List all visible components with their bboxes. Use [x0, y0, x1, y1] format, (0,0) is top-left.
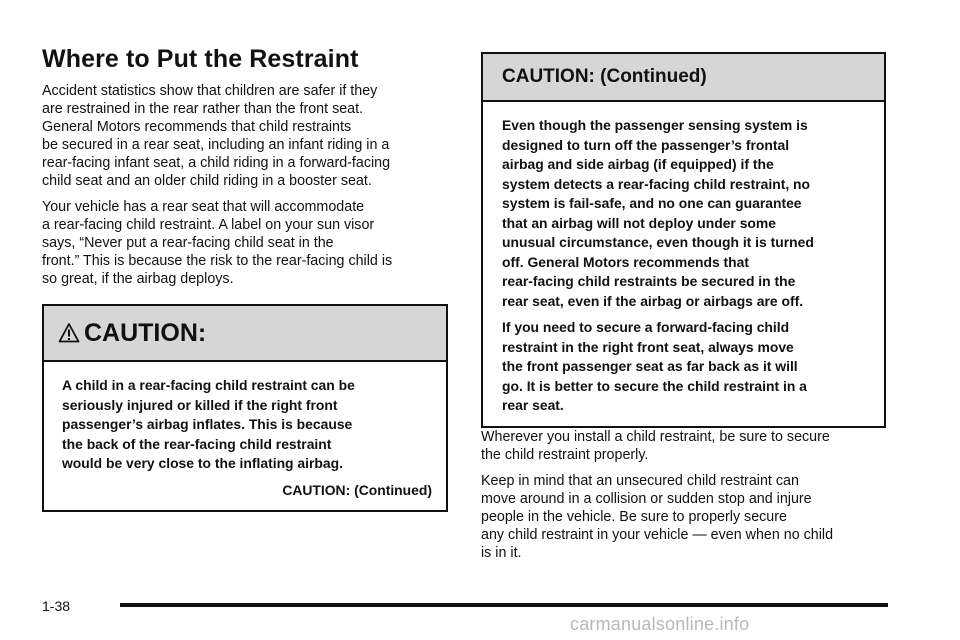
text-line: seriously injured or killed if the right front: [62, 396, 338, 413]
text-line: designed to turn off the passenger’s frontal: [502, 136, 790, 153]
text-line: be secured in a rear seat, including an infant riding in a: [42, 137, 390, 153]
text-line: rear seat.: [502, 397, 564, 413]
text-line: go. It is better to secure the child restraint in a: [502, 377, 807, 394]
text-line: If you need to secure a forward-facing child: [502, 319, 790, 335]
footer-rule: [120, 603, 888, 607]
caution-text: [62, 376, 432, 474]
text-line: Even though the passenger sensing system is: [502, 117, 808, 133]
caution-continued-label: CAUTION: (Continued): [282, 481, 432, 498]
text-line: are restrained in the rear rather than the front seat.: [42, 101, 364, 117]
caution-text: [502, 318, 868, 416]
paragraph-child-safety: [42, 82, 448, 190]
right-column: [481, 52, 886, 570]
caution-continued-box: [481, 52, 886, 428]
section-heading: Where to Put the Restraint: [42, 45, 359, 73]
text-line: front.” This is because the risk to the rear-facing child is: [42, 253, 393, 269]
text-line: the front passenger seat as far back as it will: [502, 358, 798, 374]
text-line: system detects a rear-facing child restraint, no: [502, 175, 811, 192]
text-line: restraint in the right front seat, always move: [502, 338, 794, 355]
text-line: system is fail-safe, and no one can guarantee: [502, 195, 802, 211]
caution-header: [483, 54, 884, 102]
page-number: 1-38: [42, 598, 71, 614]
caution-title: CAUTION: (Continued): [502, 66, 707, 87]
text-line: rear-facing child restraints be secured in the: [502, 273, 796, 289]
text-line: off. General Motors recommends that: [502, 253, 749, 270]
text-line: General Motors recommends that child restraints: [42, 119, 352, 135]
warning-icon: [58, 322, 80, 344]
caution-box: [42, 304, 448, 512]
text-line: airbag and side airbag (if equipped) if the: [502, 156, 774, 172]
text-line: any child restraint in your vehicle — even when no child: [481, 527, 834, 543]
watermark: carmanualsonline.info: [570, 614, 750, 634]
caution-header: [44, 306, 446, 362]
left-column: [42, 44, 448, 512]
text-line: so great, if the airbag deploys.: [42, 271, 234, 287]
text-line: Keep in mind that an unsecured child restraint can: [481, 473, 799, 489]
text-line: rear-facing infant seat, a child riding in a forward-facing: [42, 155, 391, 171]
paragraph-install: [481, 428, 886, 464]
text-line: unusual circumstance, even though it is turned: [502, 234, 814, 250]
text-line: says, “Never put a rear-facing child seat in the: [42, 235, 334, 251]
caution-text: [502, 116, 868, 311]
text-line: Accident statistics show that children are safer if they: [42, 83, 378, 99]
text-line: passenger’s airbag inflates. This is because: [62, 416, 353, 432]
text-line: the back of the rear-facing child restraint: [62, 435, 332, 452]
text-line: the child restraint properly.: [481, 447, 649, 463]
text-line: move around in a collision or sudden stop and injure: [481, 491, 812, 507]
paragraph-rear-seat: [42, 198, 448, 288]
text-line: rear seat, even if the airbag or airbags are off.: [502, 292, 804, 309]
text-line: Wherever you install a child restraint, be sure to secure: [481, 429, 830, 445]
caution-body: [44, 362, 446, 500]
text-line: A child in a rear-facing child restraint can be: [62, 377, 355, 393]
paragraph-unsecured: [481, 472, 886, 562]
caution-body: [483, 102, 884, 416]
text-line: would be very close to the inflating airbag.: [62, 455, 343, 471]
text-line: Your vehicle has a rear seat that will accommodate: [42, 199, 365, 215]
text-line: people in the vehicle. Be sure to properly secure: [481, 509, 787, 525]
caution-title: CAUTION:: [84, 318, 207, 347]
text-line: a rear-facing child restraint. A label on your sun visor: [42, 217, 375, 233]
text-line: is in it.: [481, 545, 522, 561]
text-line: child seat and an older child riding in a booster seat.: [42, 173, 372, 189]
text-line: that an airbag will not deploy under some: [502, 214, 776, 231]
